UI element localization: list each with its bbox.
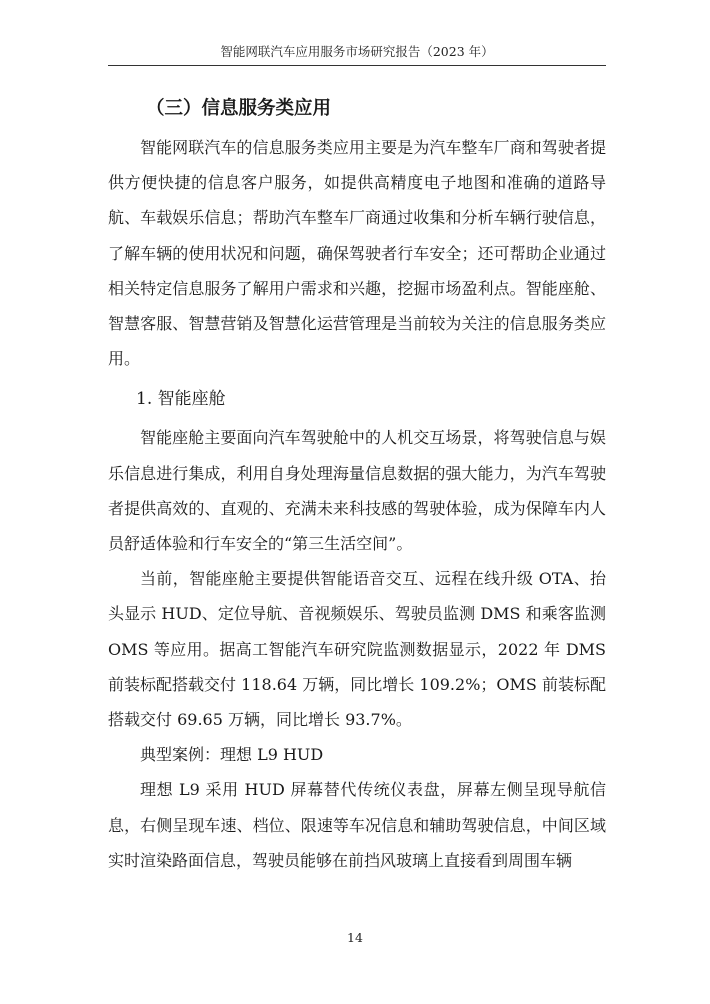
section-intro-paragraph: 智能网联汽车的信息服务类应用主要是为汽车整车厂商和驾驶者提供方便快捷的信息客户服务，如提供高精度电子地图和准确的道路导航、车载娱乐信息；帮助汽车整车厂商通过收集和分析车辆行驶信息，了解车辆的使用状况和问题，确保驾驶者行车安全；还可帮助企业通过相关特定信息服务了解用户需求和兴趣，挖掘市场盈利点。智能座舱、智慧客服、智慧营销及智慧化运营管理是当前较为关注的信息服务类应用。 [108, 138, 606, 369]
page-body [108, 82, 606, 878]
cockpit-paragraph-2: 当前，智能座舱主要提供智能语音交互、远程在线升级 OTA、抬头显示 HUD、定位导航、音视频娱乐、驾驶员监测 DMS 和乘客监测 OMS 等应用。据高工智能汽车研究院监测数据显示，2022 年 DMS 前装标配搭载交付 118.64 万辆，同比增长 109.2%；OMS 前装标配搭载交付 69.65 万辆，同比增长 93.7%。 [108, 569, 606, 730]
page-number: 14 [347, 930, 363, 945]
section-title: （三）信息服务类应用 [146, 98, 332, 119]
cockpit-paragraph-1: 智能座舱主要面向汽车驾驶舱中的人机交互场景，将驾驶信息与娱乐信息进行集成，利用自身处理海量信息数据的强大能力，为汽车驾驶者提供高效的、直观的、充满未来科技感的驾驶体验，成为保障车内人员舒适体验和行车安全的“第三生活空间”。 [108, 428, 606, 554]
case-label: 典型案例：理想 L9 HUD [140, 745, 324, 765]
running-header: 智能网联汽车应用服务市场研究报告（2023 年） [220, 44, 494, 59]
subsection-title: 1. 智能座舱 [136, 389, 226, 410]
header-rule [108, 65, 606, 66]
case-paragraph: 理想 L9 采用 HUD 屏幕替代传统仪表盘，屏幕左侧呈现导航信息，右侧呈现车速、档位、限速等车况信息和辅助驾驶信息，中间区域实时渲染路面信息，驾驶员能够在前挡风玻璃上直接看到周围车辆 [108, 780, 606, 870]
